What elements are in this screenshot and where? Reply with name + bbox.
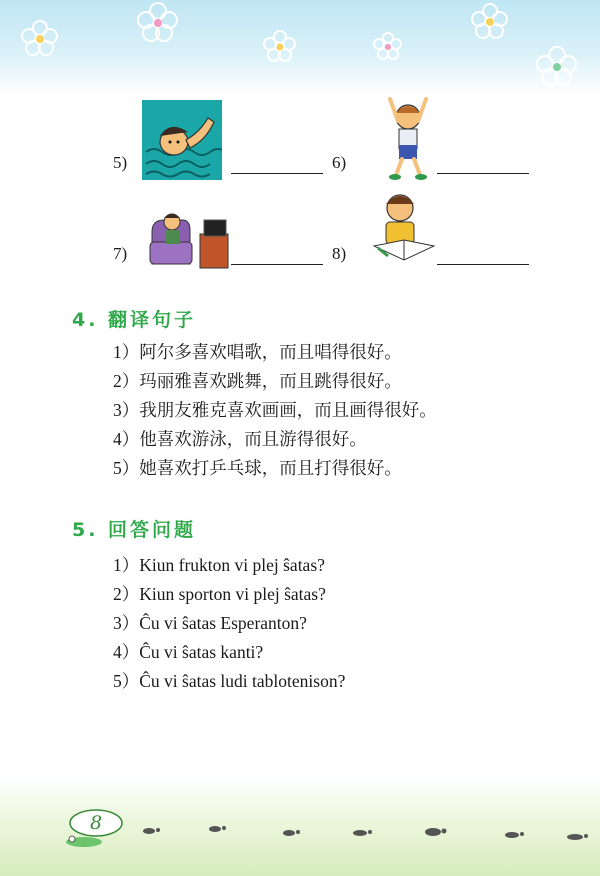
- translation-item: 4）他喜欢游泳，而且游得很好。: [113, 429, 367, 449]
- page-number: 8: [89, 812, 103, 834]
- frog-icon: [64, 834, 104, 848]
- section-5-heading: 5. 回答问题: [72, 519, 197, 541]
- footprint-icon: [352, 828, 374, 838]
- dancing-boy-illustration: [380, 95, 436, 183]
- tv-watching-man-illustration: [148, 206, 232, 270]
- footprint-icon: [282, 828, 302, 838]
- footprint-icon: [142, 826, 162, 836]
- footprint-icon: [566, 832, 590, 842]
- footprint-icon: [208, 824, 228, 834]
- question-item: 2）Kiun sporton vi plej ŝatas?: [113, 584, 326, 604]
- flower-icon: [372, 30, 404, 62]
- top-decoration-band: [0, 0, 600, 95]
- answer-blank[interactable]: [231, 264, 323, 265]
- answer-blank[interactable]: [437, 264, 529, 265]
- flower-icon: [20, 18, 60, 58]
- footprint-icon: [424, 826, 448, 838]
- exercise-number: 5): [113, 153, 128, 172]
- question-item: 4）Ĉu vi ŝatas kanti?: [113, 642, 264, 662]
- translation-item: 2）玛丽雅喜欢跳舞，而且跳得很好。: [113, 371, 402, 391]
- answer-blank[interactable]: [231, 173, 323, 174]
- translation-item: 1）阿尔多喜欢唱歌，而且唱得很好。: [113, 342, 402, 362]
- flower-icon: [534, 46, 580, 86]
- flower-icon: [136, 2, 180, 42]
- flower-icon: [262, 28, 298, 64]
- section-4-heading: 4. 翻译句子: [72, 309, 197, 331]
- answer-blank[interactable]: [437, 173, 529, 174]
- translation-item: 3）我朋友雅克喜欢画画，而且画得很好。: [113, 400, 437, 420]
- question-item: 1）Kiun frukton vi plej ŝatas?: [113, 555, 325, 575]
- exercise-row: [0, 186, 600, 276]
- question-item: 3）Ĉu vi ŝatas Esperanton?: [113, 613, 307, 633]
- swimming-boy-illustration: [142, 100, 222, 180]
- exercise-number: 8): [332, 244, 347, 263]
- exercise-number: 7): [113, 244, 128, 263]
- reading-boy-illustration: [372, 186, 436, 266]
- flower-icon: [470, 2, 510, 40]
- question-item: 5）Ĉu vi ŝatas ludi tablotenison?: [113, 671, 346, 691]
- translation-item: 5）她喜欢打乒乓球，而且打得很好。: [113, 458, 402, 478]
- footprint-icon: [504, 830, 526, 840]
- exercise-number: 6): [332, 153, 347, 172]
- exercise-row: [0, 95, 600, 185]
